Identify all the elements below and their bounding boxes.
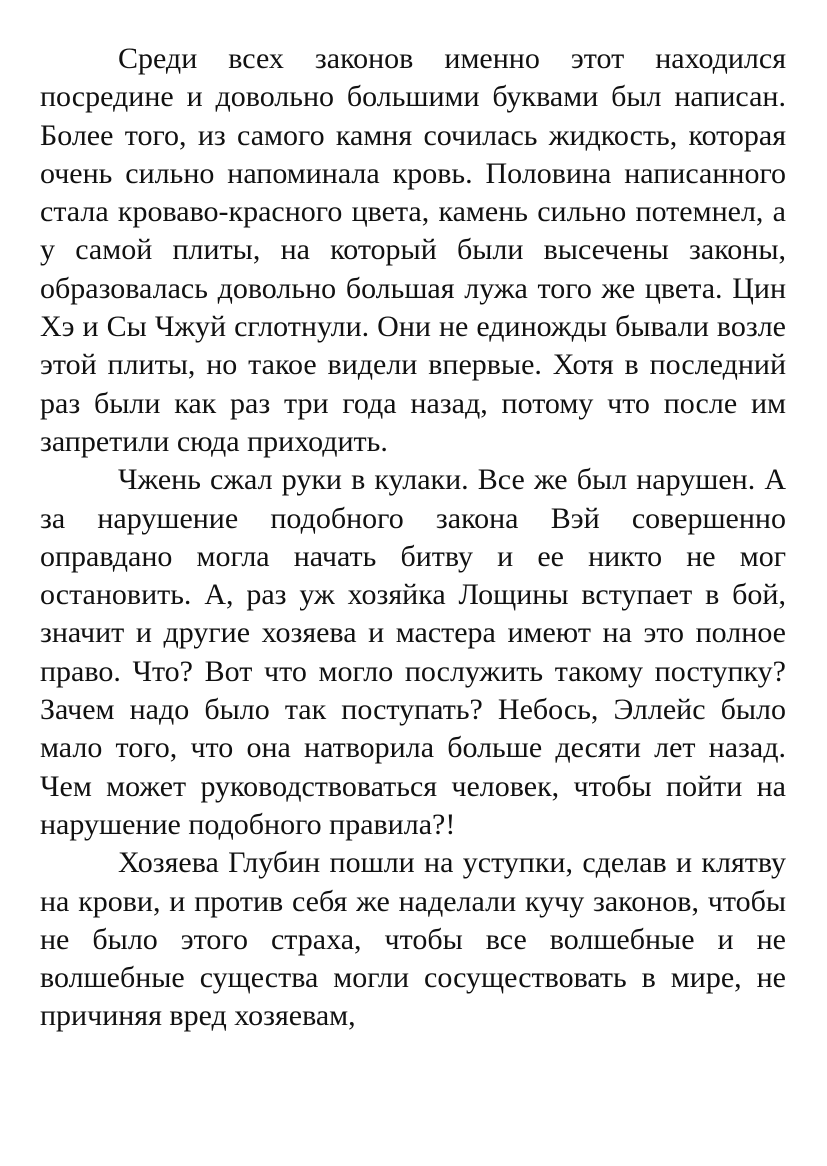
paragraph-1: Среди всех законов именно этот находился посредине и довольно большими буквами был написан. Более того, из самого камня сочилась жидкость, которая очень сильно напоминала кровь. Половина написанного стала кроваво-красного цвета, камень сильно потемнел, а у самой плиты, на который были высечены законы, образовалась довольно большая лужа того же цвета. Цин Хэ и Сы Чжуй сглотнули. Они не единожды бывали возле этой плиты, но такое видели впервые. Хотя в последний раз были как раз три года назад, потому что после им запретили сюда приходить. (40, 42, 786, 458)
paragraph-3: Хозяева Глубин пошли на уступки, сделав и клятву на крови, и против себя же наделали кучу законов, чтобы не было этого страха, чтобы все волшебные и не волшебные существа могли сосуществовать в мире, не причиняя вред хозяевам, (40, 846, 786, 1033)
document-page (40, 40, 786, 1036)
paragraph-2: Чжень сжал руки в кулаки. Все же был нарушен. А за нарушение подобного закона Вэй совершенно оправдано могла начать битву и ее никто не мог остановить. А, раз уж хозяйка Лощины вступает в бой, значит и другие хозяева и мастера имеют на это полное право. Что? Вот что могло послужить такому поступку? Зачем надо было так поступать? Небось, Эллейс было мало того, что она натворила больше десяти лет назад. Чем может руководствоваться человек, чтобы пойти на нарушение подобного правила?! (40, 463, 786, 841)
